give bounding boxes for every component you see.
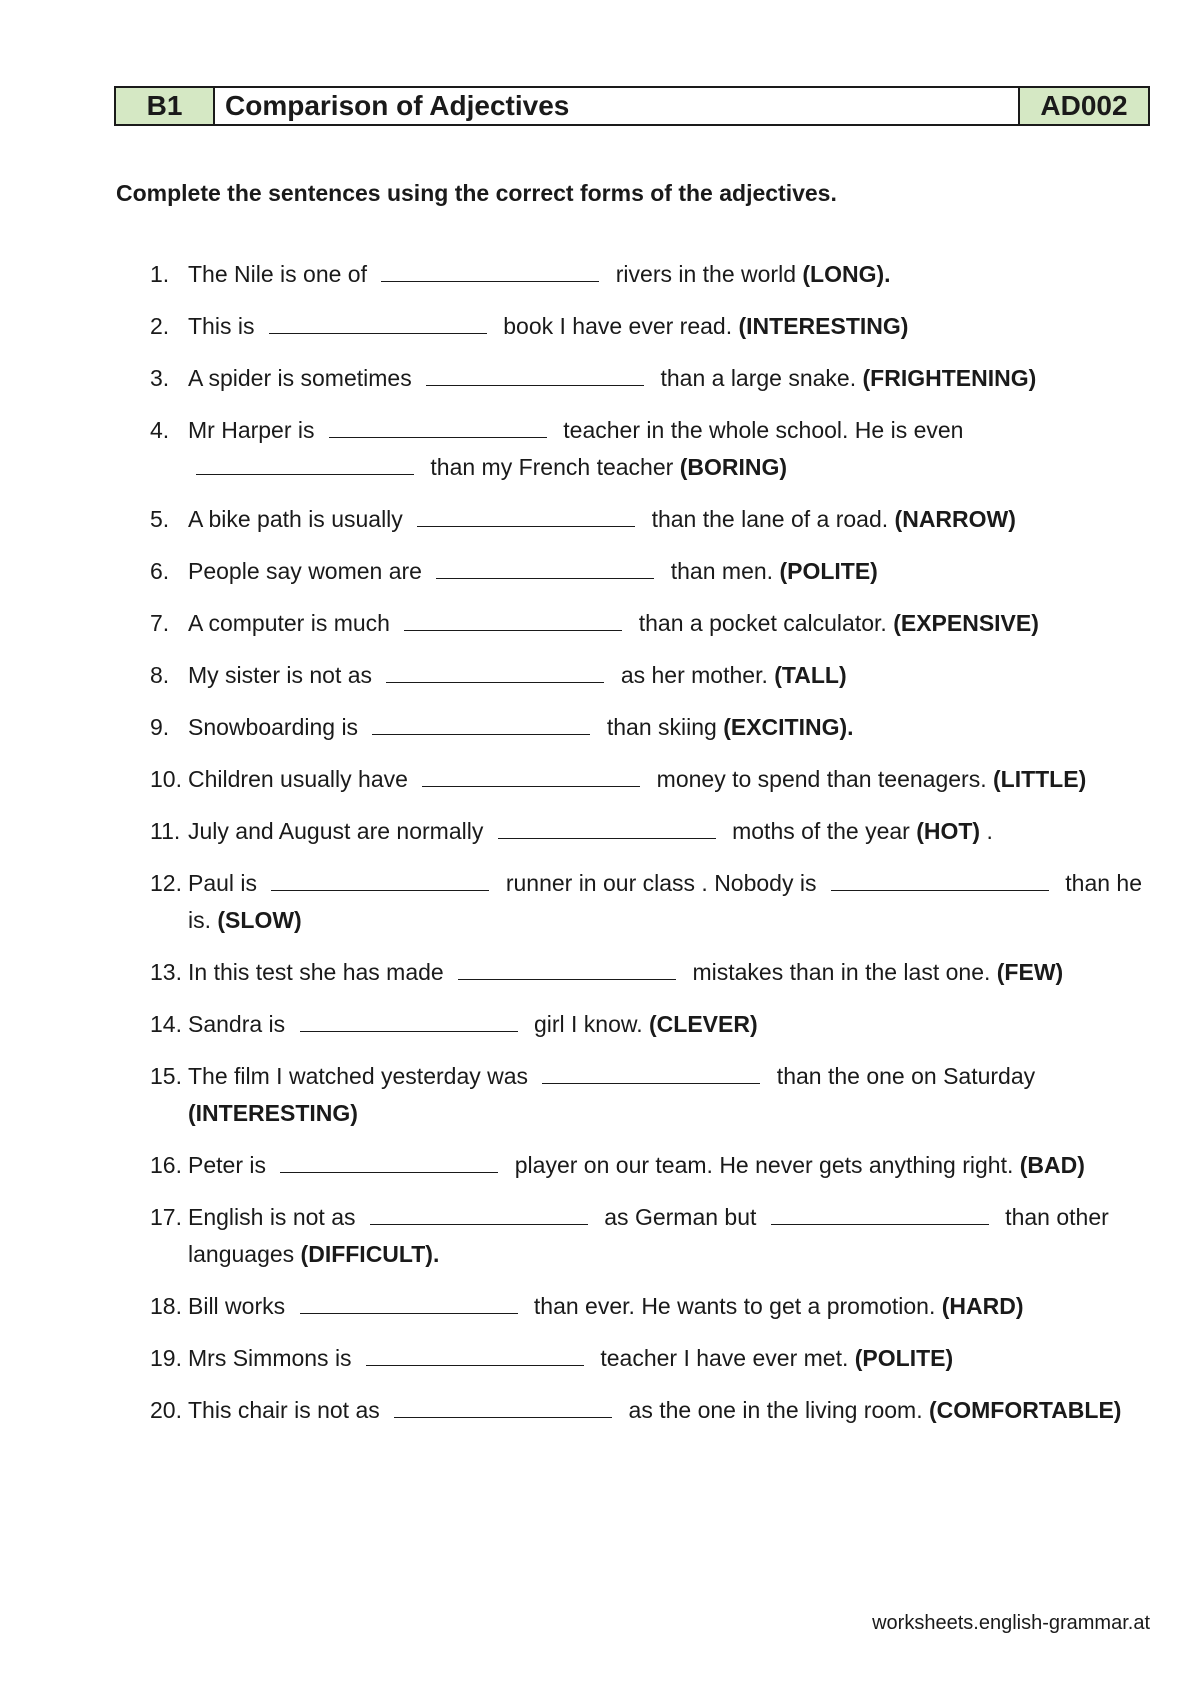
answer-blank[interactable]: [498, 818, 716, 839]
sentence-text: moths of the year: [725, 818, 917, 844]
adjective-hint: (COMFORTABLE): [928, 1397, 1122, 1423]
sentence-text: runner in our class . Nobody is: [499, 870, 823, 896]
item-number: 13.: [150, 959, 182, 985]
sentence-text: rivers in the world: [609, 261, 803, 287]
sentence: [188, 605, 1160, 642]
adjective-hint: (HOT): [916, 818, 981, 844]
instruction: Complete the sentences using the correct forms of the adjectives.: [116, 180, 837, 206]
sentence: [188, 1340, 1160, 1377]
item-number: 5.: [150, 506, 170, 532]
sentence-text: than other languages: [188, 1204, 1109, 1267]
answer-blank[interactable]: [422, 766, 640, 787]
sentence-text: than a large snake.: [654, 365, 863, 391]
answer-blank[interactable]: [404, 610, 622, 631]
sentence-text: teacher I have ever met.: [593, 1345, 855, 1371]
sentence-text: A spider is sometimes: [188, 365, 419, 391]
exercise-item: [150, 1199, 1160, 1273]
item-number: 4.: [150, 417, 170, 443]
sentence-text: as German but: [597, 1204, 763, 1230]
sentence: [188, 1288, 1160, 1325]
sentence: [188, 1058, 1160, 1132]
sentence-text: than the one on Saturday: [770, 1063, 1036, 1089]
item-number: 10.: [150, 766, 182, 792]
sentence-text: mistakes than in the last one.: [686, 959, 997, 985]
exercise-item: [150, 1392, 1160, 1429]
sentence: [188, 553, 1160, 590]
adjective-hint: (POLITE): [779, 558, 878, 584]
level-cell: B1: [116, 88, 215, 124]
exercise-item: [150, 360, 1160, 397]
sentence: [188, 1199, 1160, 1273]
adjective-hint: (HARD): [941, 1293, 1024, 1319]
adjective-hint: (LONG).: [802, 261, 891, 287]
item-number: 20.: [150, 1397, 182, 1423]
item-number: 12.: [150, 870, 182, 896]
item-number: 7.: [150, 610, 170, 636]
item-number: 11.: [150, 818, 181, 844]
sentence-text: than the lane of a road.: [645, 506, 895, 532]
sentence: [188, 256, 1160, 293]
adjective-hint: (INTERESTING): [188, 1100, 358, 1126]
exercise-item: [150, 553, 1160, 590]
answer-blank[interactable]: [300, 1293, 518, 1314]
item-number: 19.: [150, 1345, 182, 1371]
sentence-text: teacher in the whole school. He is even: [556, 417, 964, 443]
sentence-text: than ever. He wants to get a promotion.: [527, 1293, 942, 1319]
exercise-item: [150, 1340, 1160, 1377]
item-number: 3.: [150, 365, 170, 391]
sentence-end: .: [980, 818, 993, 844]
sentence-text: as the one in the living room.: [622, 1397, 929, 1423]
exercise-item: [150, 1058, 1160, 1132]
answer-blank[interactable]: [831, 870, 1049, 891]
item-number: 9.: [150, 714, 170, 740]
exercise-item: [150, 1288, 1160, 1325]
answer-blank[interactable]: [771, 1204, 989, 1225]
sentence-text: Bill works: [188, 1293, 292, 1319]
sentence: [188, 954, 1160, 991]
item-number: 8.: [150, 662, 170, 688]
answer-blank[interactable]: [372, 714, 590, 735]
item-number: 14.: [150, 1011, 182, 1037]
sentence: [188, 709, 1160, 746]
sentence-text: A bike path is usually: [188, 506, 410, 532]
sentence-text: The film I watched yesterday was: [188, 1063, 535, 1089]
adjective-hint: (BAD): [1019, 1152, 1085, 1178]
sentence-text: This chair is not as: [188, 1397, 387, 1423]
adjective-hint: (FEW): [996, 959, 1064, 985]
header-table: [114, 86, 1150, 126]
sentence-text: July and August are normally: [188, 818, 490, 844]
sentence: [188, 1392, 1160, 1429]
adjective-hint: (EXPENSIVE): [893, 610, 1039, 636]
adjective-hint: (POLITE): [854, 1345, 954, 1371]
sentence: [188, 412, 1160, 486]
sentence-text: book I have ever read.: [496, 313, 739, 339]
answer-blank[interactable]: [271, 870, 489, 891]
sentence: [188, 865, 1160, 939]
sentence-text: Mrs Simmons is: [188, 1345, 358, 1371]
exercise-item: [150, 709, 1160, 746]
answer-blank[interactable]: [269, 313, 487, 334]
exercise-item: [150, 501, 1160, 538]
exercise-item: [150, 954, 1160, 991]
exercise-item: [150, 657, 1160, 694]
exercise-item: [150, 865, 1160, 939]
answer-blank[interactable]: [436, 558, 654, 579]
adjective-hint: (EXCITING).: [723, 714, 854, 740]
answer-blank[interactable]: [394, 1397, 612, 1418]
adjective-hint: (CLEVER): [649, 1011, 758, 1037]
answer-blank[interactable]: [386, 662, 604, 683]
exercise-item: [150, 813, 1160, 850]
worksheet-title: Comparison of Adjectives: [215, 88, 1020, 124]
sentence-text: as her mother.: [614, 662, 775, 688]
sentence-text: English is not as: [188, 1204, 362, 1230]
answer-blank[interactable]: [542, 1063, 760, 1084]
exercise-item: [150, 256, 1160, 293]
adjective-hint: (INTERESTING): [738, 313, 909, 339]
item-number: 17.: [150, 1204, 182, 1230]
item-number: 16.: [150, 1152, 182, 1178]
sentence-text: money to spend than teenagers.: [650, 766, 993, 792]
sentence: [188, 657, 1160, 694]
sentence: [188, 308, 1160, 345]
sentence-text: Sandra is: [188, 1011, 292, 1037]
sentence-text: than skiing: [600, 714, 724, 740]
adjective-hint: (LITTLE): [992, 766, 1087, 792]
item-number: 2.: [150, 313, 170, 339]
answer-blank[interactable]: [329, 417, 547, 438]
answer-blank[interactable]: [381, 261, 599, 282]
sentence-text: than my French teacher: [424, 454, 680, 480]
sentence: [188, 1006, 1160, 1043]
sentence: [188, 813, 1160, 850]
adjective-hint: (NARROW): [894, 506, 1016, 532]
sentence-text: This is: [188, 313, 261, 339]
answer-blank[interactable]: [366, 1345, 584, 1366]
adjective-hint: (BORING): [679, 454, 788, 480]
sentence-text: than men.: [664, 558, 780, 584]
adjective-hint: (TALL): [774, 662, 847, 688]
sentence-text: girl I know.: [527, 1011, 649, 1037]
sentence-text: Children usually have: [188, 766, 415, 792]
sentence-text: People say women are: [188, 558, 429, 584]
exercise-item: [150, 605, 1160, 642]
worksheet-code: AD002: [1020, 88, 1148, 124]
answer-blank[interactable]: [417, 506, 635, 527]
exercise-item: [150, 761, 1160, 798]
sentence: [188, 1147, 1160, 1184]
answer-blank[interactable]: [370, 1204, 588, 1225]
exercise-item: [150, 412, 1160, 486]
sentence-text: My sister is not as: [188, 662, 379, 688]
sentence-text: A computer is much: [188, 610, 397, 636]
item-number: 1.: [150, 261, 170, 287]
adjective-hint: (DIFFICULT).: [300, 1241, 440, 1267]
answer-blank[interactable]: [196, 454, 414, 475]
sentence-text: than a pocket calculator.: [632, 610, 894, 636]
answer-blank[interactable]: [300, 1011, 518, 1032]
exercise-item: [150, 1006, 1160, 1043]
sentence-text: Mr Harper is: [188, 417, 321, 443]
answer-blank[interactable]: [458, 959, 676, 980]
item-number: 6.: [150, 558, 170, 584]
exercise-item: [150, 308, 1160, 345]
sentence-text: Snowboarding is: [188, 714, 365, 740]
sentence-text: player on our team. He never gets anything right.: [508, 1152, 1020, 1178]
item-number: 15.: [150, 1063, 182, 1089]
exercise-list: [150, 256, 1160, 1444]
sentence: [188, 761, 1160, 798]
sentence-text: than he is.: [188, 870, 1143, 933]
sentence: [188, 360, 1160, 397]
sentence: [188, 501, 1160, 538]
sentence-text: Paul is: [188, 870, 264, 896]
answer-blank[interactable]: [426, 365, 644, 386]
adjective-hint: (FRIGHTENING): [862, 365, 1037, 391]
answer-blank[interactable]: [280, 1152, 498, 1173]
sentence-text: Peter is: [188, 1152, 273, 1178]
footer-source: worksheets.english-grammar.at: [872, 1612, 1150, 1634]
item-number: 18.: [150, 1293, 182, 1319]
sentence-text: In this test she has made: [188, 959, 451, 985]
adjective-hint: (SLOW): [217, 907, 302, 933]
sentence-text: The Nile is one of: [188, 261, 374, 287]
exercise-item: [150, 1147, 1160, 1184]
